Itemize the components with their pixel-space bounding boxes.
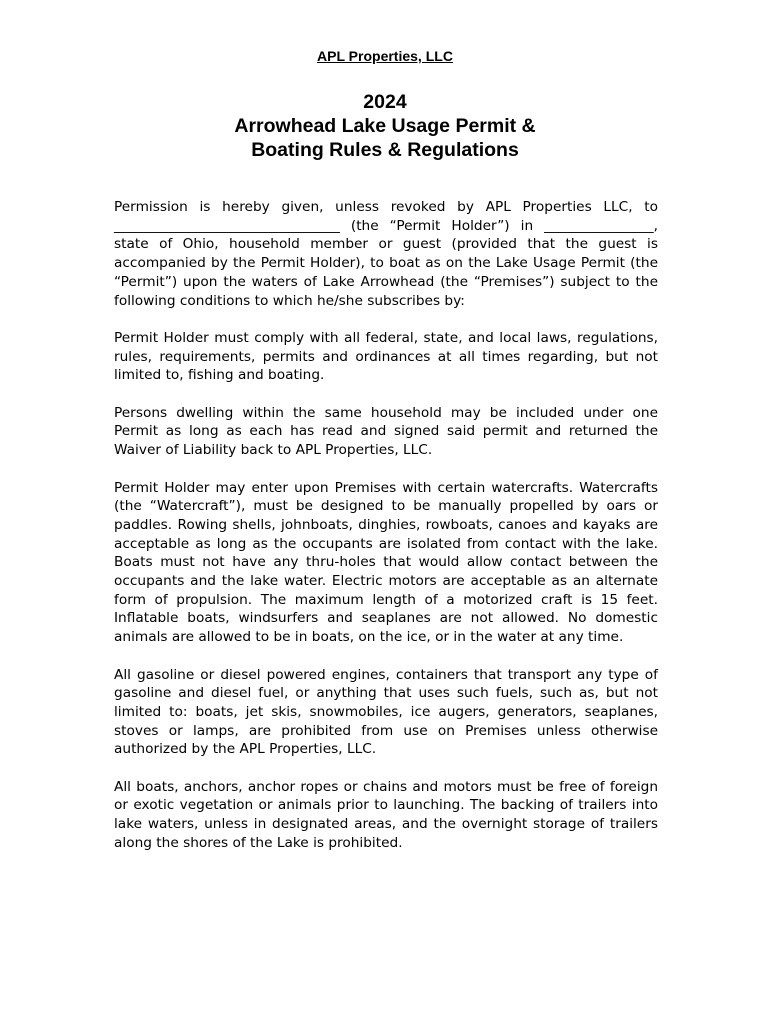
document-body <box>114 198 658 871</box>
title-line-1: Arrowhead Lake Usage Permit & <box>234 115 536 137</box>
paragraph-vegetation: All boats, anchors, anchor ropes or chains and motors must be free of foreign or exotic vegetation or animals prior to launching. The backing of trailers into lake waters, unless in designated areas, and the overnight storage of trailers along the shores of the Lake is prohibited. <box>114 778 658 851</box>
paragraph-household: Persons dwelling within the same household may be included under one Permit as long as each has read and signed said permit and returned the Waiver of Liability back to APL Properties, LLC. <box>114 404 658 459</box>
paragraph-watercraft: Permit Holder may enter upon Premises with certain watercrafts. Watercrafts (the “Watercraft”), must be designed to be manually propelled by oars or paddles. Rowing shells, johnboats, dinghies, rowboats, canoes and kayaks are acceptable as long as the occupants are isolated from contact with the lake. Boats must not have any thru-holes that would allow contact between the occupants and the lake water. Electric motors are acceptable as an alternate form of propulsion. The maximum length of a motorized craft is 15 feet. Inflatable boats, windsurfers and seaplanes are not allowed. No domestic animals are allowed to be in boats, on the ice, or in the water at any time. <box>114 479 658 646</box>
title-year: 2024 <box>363 91 407 113</box>
document-title <box>0 90 770 162</box>
title-line-2: Boating Rules & Regulations <box>251 139 519 161</box>
paragraph-permission: Permission is hereby given, unless revoked by APL Properties LLC, to _________________________________ (the “Permit Holder”) in ________________, state of Ohio, household member or guest (provided that the guest is accompanied by the Permit Holder), to boat as on the Lake Usage Permit (the “Permit”) upon the waters of Lake Arrowhead (the “Premises”) subject to the following conditions to which he/she subscribes by: <box>114 199 658 309</box>
paragraph-compliance: Permit Holder must comply with all federal, state, and local laws, regulations, rules, requirements, permits and ordinances at all times regarding, but not limited to, fishing and boating. <box>114 329 658 384</box>
paragraph-fuel: All gasoline or diesel powered engines, containers that transport any type of gasoline and diesel fuel, or anything that uses such fuels, such as, but not limited to: boats, jet skis, snowmobiles, ice augers, generators, seaplanes, stoves or lamps, are prohibited from use on Premises unless otherwise authorized by the APL Properties, LLC. <box>114 666 658 758</box>
company-name: APL Properties, LLC <box>317 48 453 64</box>
